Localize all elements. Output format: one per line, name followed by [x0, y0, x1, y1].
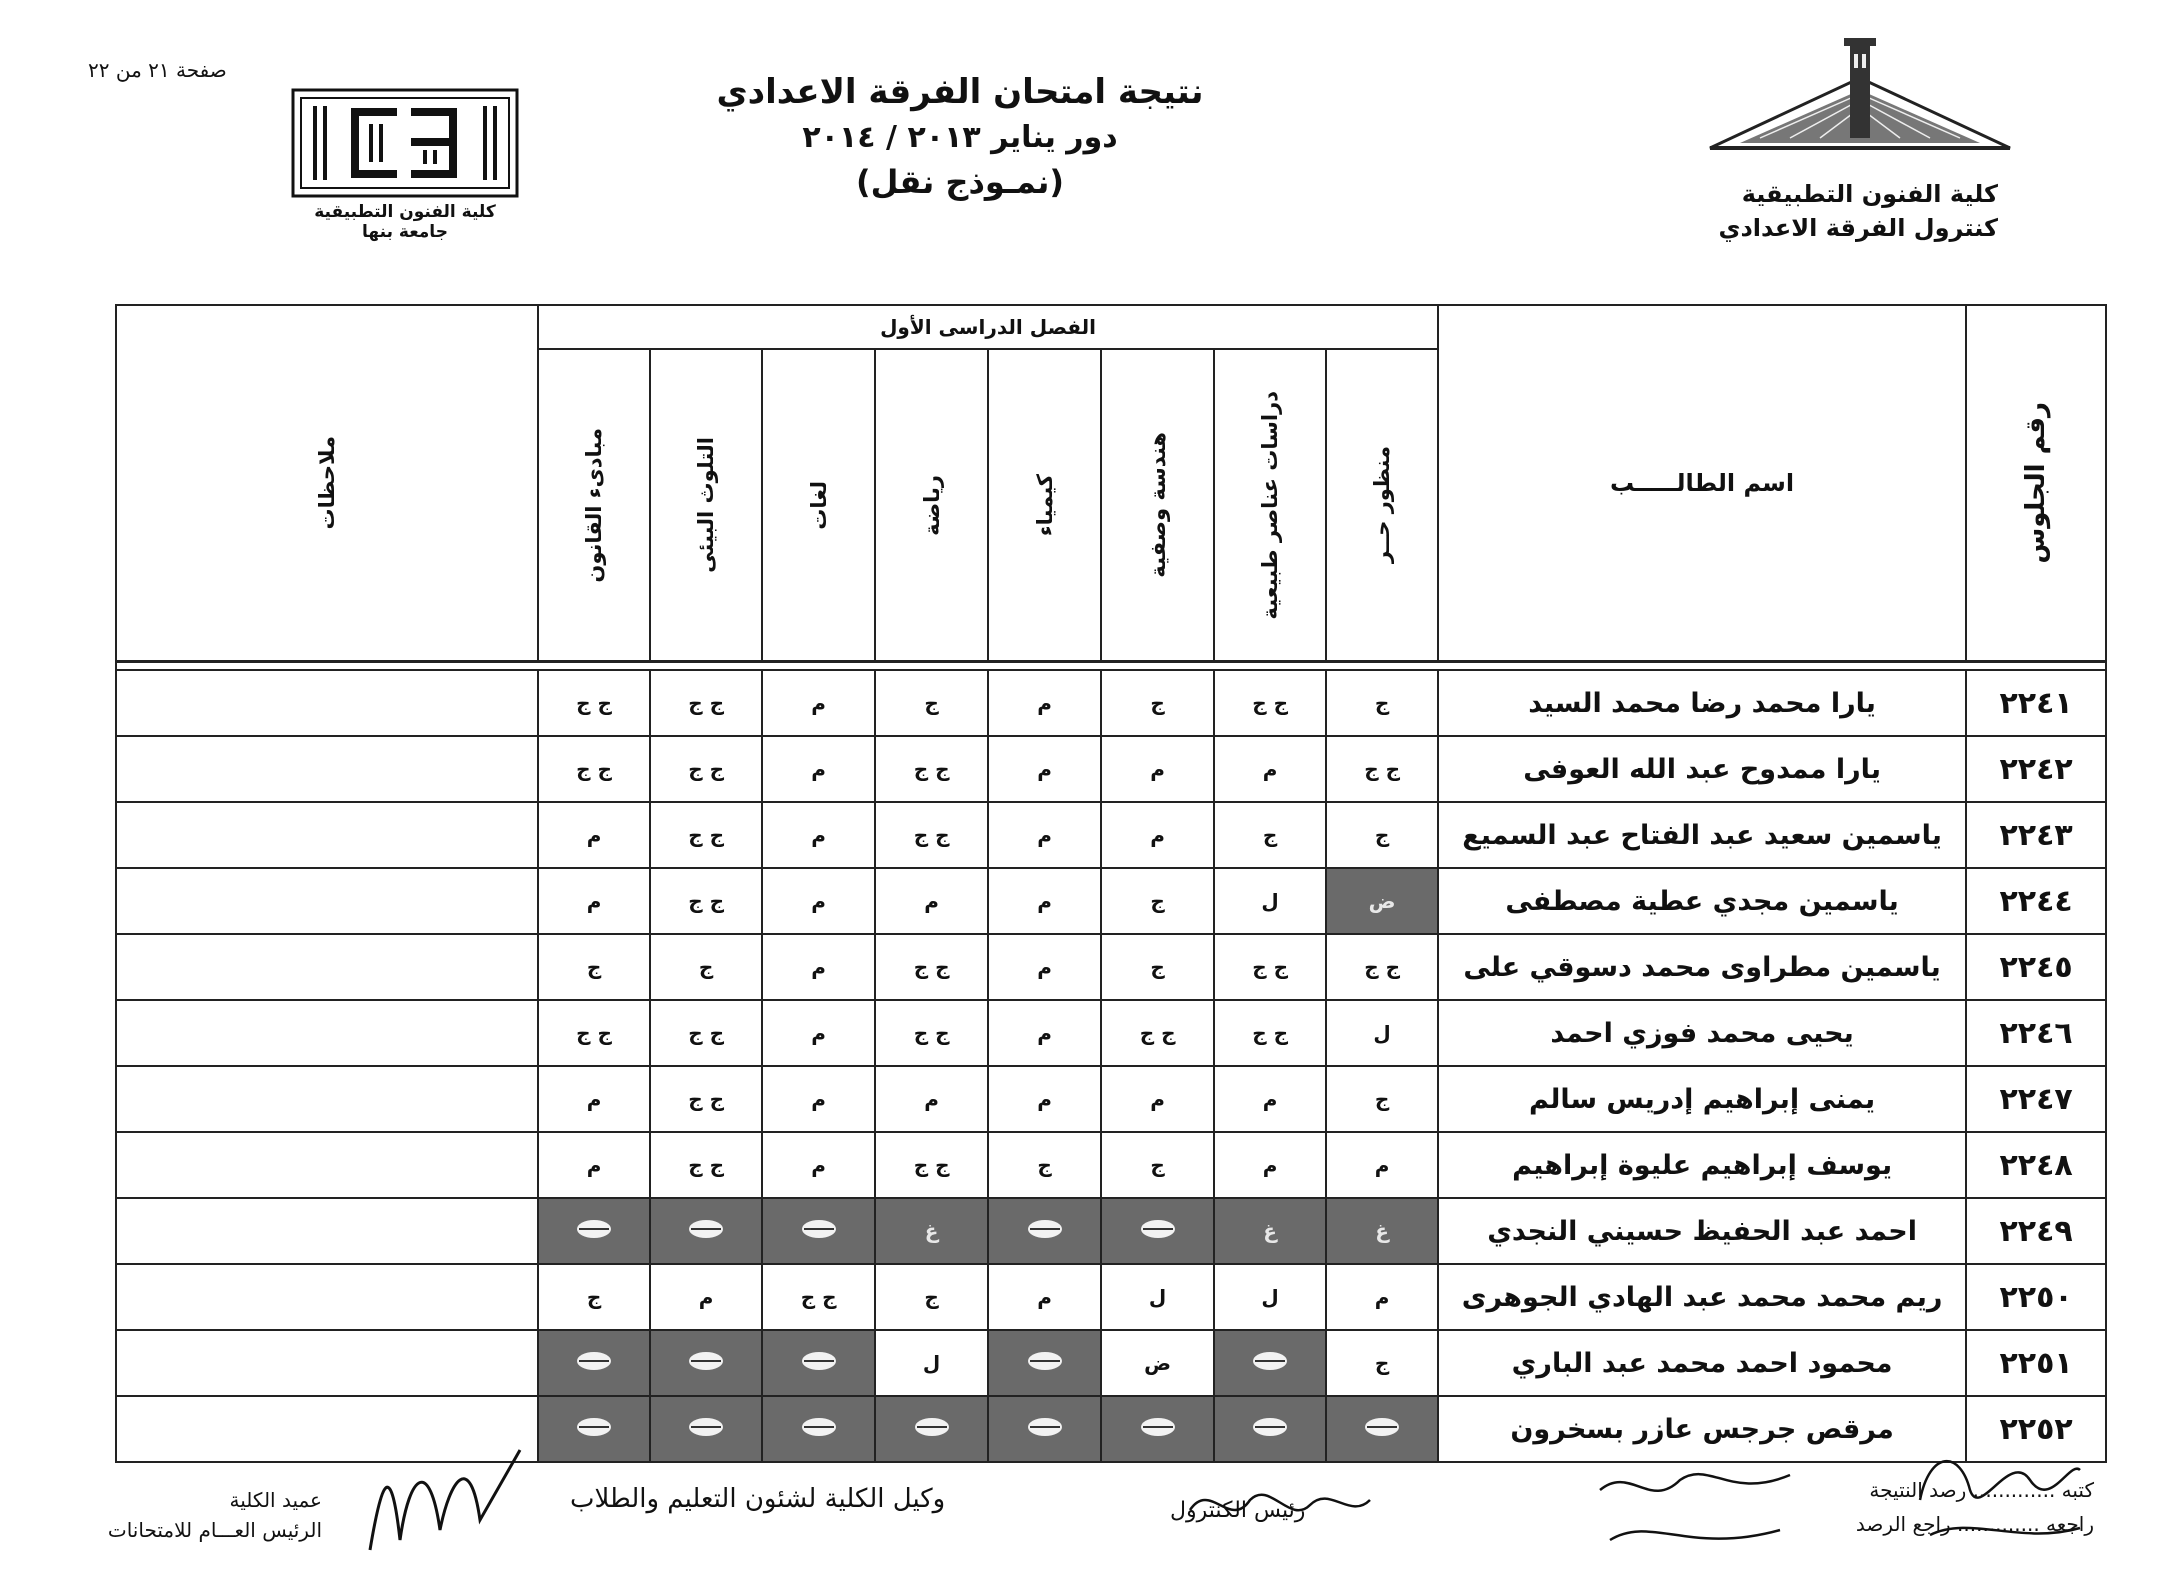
header-subject: التلوث البيئى	[650, 349, 762, 662]
grade-cell	[650, 1396, 762, 1462]
seat-number-cell: ٢٢٤٣	[1966, 802, 2106, 868]
student-name-cell: يمنى إبراهيم إدريس سالم	[1438, 1066, 1966, 1132]
header-seat-number: رقم الجلوس	[1966, 305, 2106, 662]
grade-cell: م	[650, 1264, 762, 1330]
grade-cell: ج ج	[538, 1000, 650, 1066]
grade-cell: م	[875, 1066, 988, 1132]
grade-cell: ج ج	[875, 802, 988, 868]
seat-number-cell: ٢٢٤٦	[1966, 1000, 2106, 1066]
grade-cell: م	[762, 802, 875, 868]
grade-cell: ج	[1101, 868, 1214, 934]
grade-cell	[1101, 1198, 1214, 1264]
university-header	[1700, 38, 2020, 242]
grade-cell	[988, 1198, 1101, 1264]
absence-mark-icon	[1028, 1352, 1062, 1370]
grade-cell: م	[1101, 1066, 1214, 1132]
grade-cell	[988, 1396, 1101, 1462]
student-name-cell: يارا محمد رضا محمد السيد	[1438, 670, 1966, 736]
recorder-signature-icon	[1590, 1460, 1800, 1560]
grade-cell: ج ج	[875, 1000, 988, 1066]
results-table	[115, 304, 2107, 1463]
grade-cell: م	[988, 934, 1101, 1000]
grade-cell	[1214, 1330, 1326, 1396]
seat-number-cell: ٢٢٥١	[1966, 1330, 2106, 1396]
grade-cell: غ	[1326, 1198, 1438, 1264]
faculty-logo-caption-1: كلية الفنون التطبيقية	[314, 202, 496, 222]
grade-cell: م	[762, 1066, 875, 1132]
footer-clerks: كتبه ............. رصد النتيجة راجعه ............. راجع الرصد	[1855, 1478, 2094, 1536]
grade-cell	[762, 1396, 875, 1462]
page-number: صفحة ٢١ من ٢٢	[88, 58, 227, 82]
grade-cell: م	[988, 802, 1101, 868]
seat-number-cell: ٢٢٤٢	[1966, 736, 2106, 802]
grade-cell	[762, 1330, 875, 1396]
seat-number-cell: ٢٢٤٨	[1966, 1132, 2106, 1198]
header-student-name: اسم الطالـــــب	[1438, 305, 1966, 662]
exam-head-label: الرئيس العـــام للامتحانات	[107, 1518, 322, 1542]
reviewed-by-label: راجعه	[2046, 1512, 2094, 1536]
student-name-cell: محمود احمد محمد عبد الباري	[1438, 1330, 1966, 1396]
grade-cell: ج	[875, 1264, 988, 1330]
table-row	[116, 1330, 2106, 1396]
notes-cell	[116, 1264, 538, 1330]
table-row	[116, 1066, 2106, 1132]
dean-signature-icon	[360, 1430, 540, 1570]
grade-cell: م	[875, 868, 988, 934]
grade-cell: ج ج	[650, 670, 762, 736]
absence-mark-icon	[577, 1220, 611, 1238]
grade-cell	[650, 1198, 762, 1264]
header-subject: كيمياء	[988, 349, 1101, 662]
faculty-name: كلية الفنون التطبيقية	[1741, 180, 1998, 208]
table-row	[116, 670, 2106, 736]
grade-cell: م	[762, 1132, 875, 1198]
absence-mark-icon	[802, 1352, 836, 1370]
grade-cell: ل	[1214, 868, 1326, 934]
notes-cell	[116, 1132, 538, 1198]
grade-cell: م	[1214, 1066, 1326, 1132]
dean-label: عميد الكلية	[229, 1488, 322, 1512]
grade-cell: م	[538, 1066, 650, 1132]
grade-cell: ج	[1326, 670, 1438, 736]
grade-cell: م	[1214, 736, 1326, 802]
grade-cell: ج ج	[538, 670, 650, 736]
grade-cell: ج	[1101, 934, 1214, 1000]
seat-number-cell: ٢٢٥٢	[1966, 1396, 2106, 1462]
student-name-cell: ريم محمد محمد عبد الهادي الجوهرى	[1438, 1264, 1966, 1330]
table-row	[116, 1198, 2106, 1264]
grade-cell: ج ج	[762, 1264, 875, 1330]
document-title	[700, 72, 1220, 201]
grade-cell: م	[762, 934, 875, 1000]
table-row	[116, 868, 2106, 934]
grade-cell: ج	[1101, 670, 1214, 736]
notes-cell	[116, 736, 538, 802]
absence-mark-icon	[802, 1220, 836, 1238]
written-by-label: كتبه	[2061, 1478, 2094, 1502]
grade-cell: ج ج	[1214, 670, 1326, 736]
grade-cell	[538, 1330, 650, 1396]
grade-cell	[762, 1198, 875, 1264]
notes-cell	[116, 802, 538, 868]
grade-cell: م	[538, 1132, 650, 1198]
grade-cell: ج ج	[875, 1132, 988, 1198]
grade-cell: ج	[1214, 802, 1326, 868]
grade-cell: م	[988, 868, 1101, 934]
grade-cell: ج ج	[1214, 934, 1326, 1000]
faculty-logo-icon	[291, 88, 519, 198]
grade-cell: ض	[1101, 1330, 1214, 1396]
student-name-cell: ياسمين مجدي عطية مصطفى	[1438, 868, 1966, 934]
title-line-1: نتيجة امتحان الفرقة الاعدادي	[716, 72, 1204, 112]
grade-cell: م	[538, 868, 650, 934]
table-row	[116, 934, 2106, 1000]
table-row	[116, 736, 2106, 802]
grade-cell: ج ج	[875, 736, 988, 802]
notes-cell	[116, 1330, 538, 1396]
header-notes: ملاحظات	[116, 305, 538, 662]
header-subject: لغات	[762, 349, 875, 662]
grade-cell: م	[1101, 736, 1214, 802]
student-name-cell: يوسف إبراهيم عليوة إبراهيم	[1438, 1132, 1966, 1198]
grade-cell: م	[988, 1000, 1101, 1066]
notes-cell	[116, 934, 538, 1000]
grade-cell: م	[762, 670, 875, 736]
control-head-signature-icon	[1180, 1470, 1380, 1540]
absence-mark-icon	[1028, 1418, 1062, 1436]
student-name-cell: يحيى محمد فوزي احمد	[1438, 1000, 1966, 1066]
grade-cell	[650, 1330, 762, 1396]
grade-cell: ج	[1101, 1132, 1214, 1198]
grade-cell: ج ج	[1326, 934, 1438, 1000]
grade-cell: ج ج	[650, 1066, 762, 1132]
grade-cell: ل	[1214, 1264, 1326, 1330]
absence-mark-icon	[1141, 1418, 1175, 1436]
seat-number-cell: ٢٢٤٩	[1966, 1198, 2106, 1264]
grade-cell: م	[988, 736, 1101, 802]
notes-cell	[116, 1198, 538, 1264]
grade-cell: ج	[988, 1132, 1101, 1198]
vice-dean-label: وكيل الكلية لشئون التعليم والطلاب	[570, 1484, 946, 1514]
grade-cell	[988, 1330, 1101, 1396]
grade-cell: ج ج	[1326, 736, 1438, 802]
grade-cell	[1214, 1396, 1326, 1462]
absence-mark-icon	[802, 1418, 836, 1436]
notes-cell	[116, 670, 538, 736]
student-name-cell: يارا ممدوح عبد الله العوفى	[1438, 736, 1966, 802]
header-subject: مبادىء القانون	[538, 349, 650, 662]
notes-cell	[116, 868, 538, 934]
title-line-3: (نمـوذج نقل)	[856, 163, 1064, 201]
grade-cell	[875, 1396, 988, 1462]
grade-cell: ج	[650, 934, 762, 1000]
header-semester: الفصل الدراسى الأول	[538, 305, 1438, 349]
table-row	[116, 802, 2106, 868]
table-row	[116, 1264, 2106, 1330]
grade-cell: ل	[875, 1330, 988, 1396]
absence-mark-icon	[1253, 1418, 1287, 1436]
control-name: كنترول الفرقة الاعدادي	[1718, 214, 1998, 242]
table-row	[116, 1000, 2106, 1066]
header-subject: هندسة وصفية	[1101, 349, 1214, 662]
absence-mark-icon	[1365, 1418, 1399, 1436]
absence-mark-icon	[689, 1352, 723, 1370]
student-name-cell: احمد عبد الحفيظ حسيني النجدي	[1438, 1198, 1966, 1264]
grade-cell: ج ج	[650, 1132, 762, 1198]
grade-cell: م	[762, 736, 875, 802]
absence-mark-icon	[689, 1418, 723, 1436]
grade-cell: ض	[1326, 868, 1438, 934]
university-logo-icon	[1700, 38, 2020, 158]
table-row	[116, 1132, 2106, 1198]
writer-signature-icon	[1900, 1440, 2090, 1550]
student-name-cell: ياسمين سعيد عبد الفتاح عبد السميع	[1438, 802, 1966, 868]
notes-cell	[116, 1066, 538, 1132]
student-name-cell: ياسمين مطراوى محمد دسوقي على	[1438, 934, 1966, 1000]
grade-cell: م	[1326, 1132, 1438, 1198]
grade-cell: م	[988, 1264, 1101, 1330]
grade-cell: ل	[1326, 1000, 1438, 1066]
seat-number-cell: ٢٢٤١	[1966, 670, 2106, 736]
grade-cell: ج ج	[538, 736, 650, 802]
grade-cell: ج ج	[650, 868, 762, 934]
grade-cell: ج	[1326, 1066, 1438, 1132]
student-name-cell: مرقص جرجس عازر بسخرون	[1438, 1396, 1966, 1462]
grade-cell: ج	[1326, 802, 1438, 868]
absence-mark-icon	[577, 1418, 611, 1436]
grade-cell: م	[538, 802, 650, 868]
header-subject: رياضة	[875, 349, 988, 662]
absence-mark-icon	[915, 1418, 949, 1436]
title-line-2: دور يناير ٢٠١٣ / ٢٠١٤	[802, 120, 1118, 155]
grade-cell: م	[988, 1066, 1101, 1132]
absence-mark-icon	[1141, 1220, 1175, 1238]
header-subject: دراسات عناصر طبيعية	[1214, 349, 1326, 662]
faculty-logo-caption-2: جامعة بنها	[362, 222, 448, 242]
grade-cell: ج ج	[650, 1000, 762, 1066]
grade-cell: ج	[538, 1264, 650, 1330]
header-subject: منظور حــر	[1326, 349, 1438, 662]
result-recorded-label: رصد النتيجة	[1869, 1478, 1967, 1502]
grade-cell	[538, 1198, 650, 1264]
grade-cell: ج	[538, 934, 650, 1000]
grade-cell: م	[1326, 1264, 1438, 1330]
grade-cell: ج	[1326, 1330, 1438, 1396]
seat-number-cell: ٢٢٤٥	[1966, 934, 2106, 1000]
footer-dean	[92, 1488, 322, 1542]
grade-cell	[1101, 1396, 1214, 1462]
grade-cell: م	[988, 670, 1101, 736]
grade-cell: ج ج	[1214, 1000, 1326, 1066]
grade-cell: م	[762, 868, 875, 934]
absence-mark-icon	[689, 1220, 723, 1238]
grade-cell: م	[1101, 802, 1214, 868]
seat-number-cell: ٢٢٥٠	[1966, 1264, 2106, 1330]
grade-cell	[538, 1396, 650, 1462]
grade-cell	[1326, 1396, 1438, 1462]
absence-mark-icon	[577, 1352, 611, 1370]
grade-cell: م	[762, 1000, 875, 1066]
grade-cell: م	[1214, 1132, 1326, 1198]
faculty-logo	[285, 88, 525, 242]
grade-cell: ج	[875, 670, 988, 736]
notes-cell	[116, 1000, 538, 1066]
absence-mark-icon	[1253, 1352, 1287, 1370]
grade-cell: ج ج	[875, 934, 988, 1000]
grade-cell: غ	[875, 1198, 988, 1264]
grade-cell: ج ج	[650, 802, 762, 868]
grade-cell: ج ج	[1101, 1000, 1214, 1066]
grade-cell: غ	[1214, 1198, 1326, 1264]
control-head-label: رئيس الكنترول	[1170, 1498, 1306, 1523]
seat-number-cell: ٢٢٤٤	[1966, 868, 2106, 934]
seat-number-cell: ٢٢٤٧	[1966, 1066, 2106, 1132]
absence-mark-icon	[1028, 1220, 1062, 1238]
record-reviewed-label: راجع الرصد	[1855, 1512, 1951, 1536]
grade-cell: ل	[1101, 1264, 1214, 1330]
grade-cell: ج ج	[650, 736, 762, 802]
